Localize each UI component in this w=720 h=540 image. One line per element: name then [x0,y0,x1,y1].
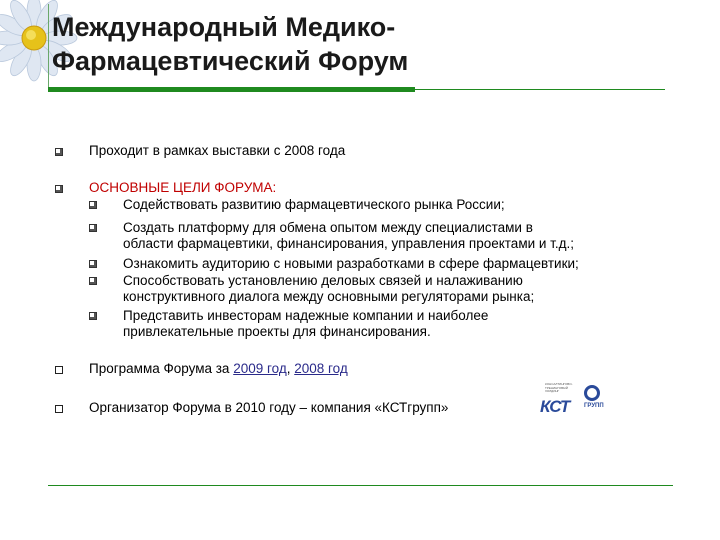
title-left-rule [48,4,49,87]
goal-text: Создать платформу для обмена опытом между специалистами в [123,220,533,235]
program-separator: , [286,361,295,376]
title-underline-thin [415,89,665,90]
goal-text: Способствовать установлению деловых связей и налаживанию [123,273,523,288]
sub-bullet-marker [89,260,97,268]
title-underline [48,87,415,92]
goal-text: Содействовать развитию фармацевтического рынка России; [123,197,505,212]
goal-text: области фармацевтики, финансирования, управления проектами и т.д.; [123,236,574,251]
sub-bullet-marker [89,201,97,209]
logo-ring-icon [584,385,600,401]
goals-heading: ОСНОВНЫЕ ЦЕЛИ ФОРУМА: [89,180,277,195]
item-organizer: Организатор Форума в 2010 году – компания «КСТгрупп» [89,400,449,415]
sub-bullet-marker [89,224,97,232]
goal-text: Представить инвесторам надежные компании и наиболее [123,308,489,323]
title-line-1: Международный Медико- [52,12,396,42]
sub-bullet-marker [89,312,97,320]
bullet-marker [55,366,63,374]
logo-tagline: КОНСАЛТИНГОВО- ТРЕНИНГОВЫЙ ХОЛДИНГ [545,382,573,393]
page-title [52,10,408,78]
bullet-marker [55,185,63,193]
goal-text: конструктивного диалога между основными регуляторами рынка; [123,289,535,304]
program-label: Программа Форума за [89,361,234,376]
logo-kst: КСТ [540,397,570,416]
program-2008-link[interactable]: 2008 год [294,361,348,376]
bullet-marker [55,148,63,156]
item-exhibition: Проходит в рамках выставки с 2008 года [89,143,346,158]
sub-bullet-marker [89,277,97,285]
program-2009-link[interactable]: 2009 год [233,361,287,376]
kst-group-logo [540,383,610,417]
bottom-divider [48,485,673,486]
bullet-marker [55,405,63,413]
logo-grupp: ГРУПП [584,403,604,409]
goal-text: привлекательные проекты для финансирования. [123,324,431,339]
item-program [89,361,348,377]
goal-text: Ознакомить аудиторию с новыми разработками в сфере фармацевтики; [123,256,579,271]
title-line-2: Фармацевтический Форум [52,46,409,76]
